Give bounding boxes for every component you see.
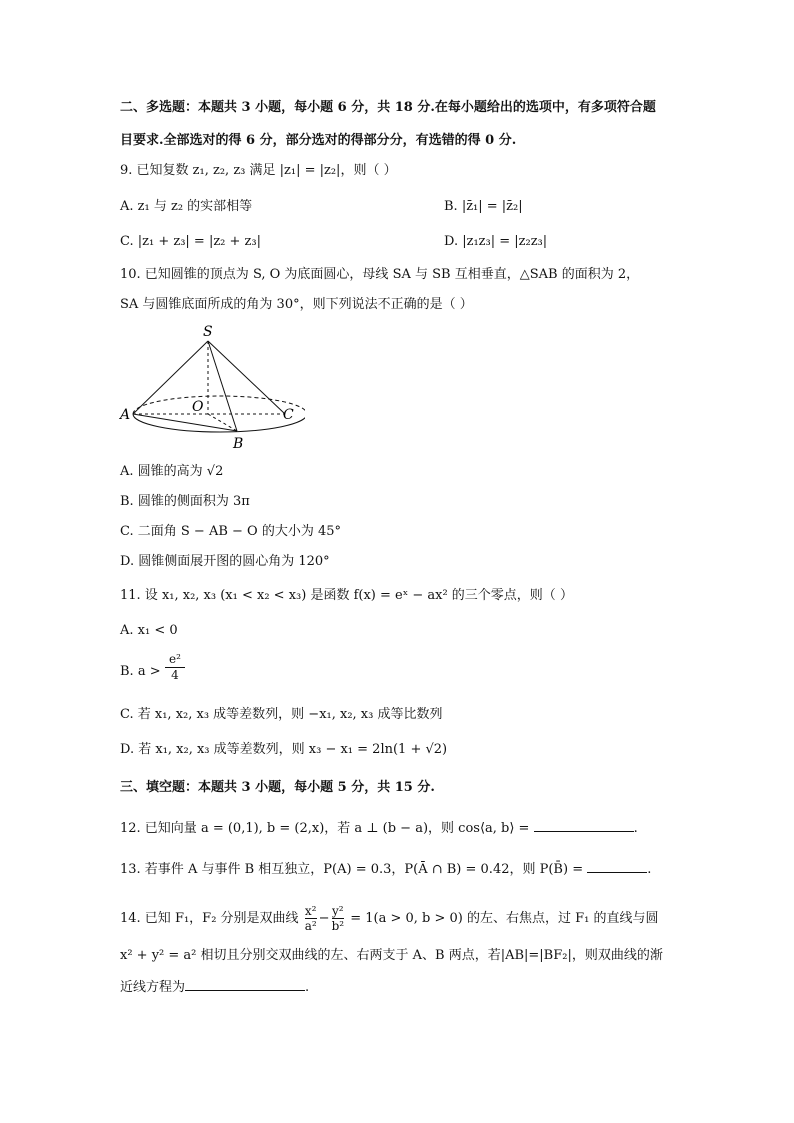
section2-header-line2: 目要求.全部选对的得 6 分，部分选对的得部分分，有选错的得 0 分.: [120, 133, 517, 148]
q12-end: .: [633, 821, 638, 836]
q10-stem-line2: SA 与圆锥底面所成的角为 30°，则下列说法不正确的是（ ）: [120, 297, 473, 312]
q13-stem: 13. 若事件 A 与事件 B 相互独立，P(A) = 0.3，P(Ā ∩ B) = 0.42，则 P(B̄) =: [120, 862, 584, 877]
q11-stem: 11. 设 x₁, x₂, x₃ (x₁ < x₂ < x₃) 是函数 f(x) = eˣ − ax² 的三个零点，则（ ）: [120, 588, 573, 603]
q14-fraction-y: [332, 904, 345, 933]
q14-frac1-numerator: x²: [304, 904, 317, 918]
q13-line: [120, 860, 651, 879]
label-s: S: [203, 324, 213, 340]
q14-answer-blank[interactable]: [185, 978, 305, 991]
q12-answer-blank[interactable]: [534, 819, 634, 832]
q11-option-d: D. 若 x₁, x₂, x₃ 成等差数列，则 x₃ − x₁ = 2ln(1 + √2): [120, 742, 448, 757]
q14-stem1-prefix: 14. 已知 F₁，F₂ 分别是双曲线: [120, 911, 299, 926]
q14-line1: [120, 904, 658, 933]
q14-stem3: 近线方程为: [120, 980, 186, 995]
section2-header-line1: 二、多选题：本题共 3 小题，每小题 6 分，共 18 分.在每小题给出的选项中，有多项符合题: [120, 100, 656, 115]
label-b: B: [233, 436, 244, 452]
q9-option-c: C. |z₁ + z₃| = |z₂ + z₃|: [120, 234, 261, 249]
q11-option-b-prefix: B. a >: [120, 664, 161, 679]
q10-option-b: B. 圆锥的侧面积为 3π: [120, 494, 250, 509]
cone-base-front-arc: [133, 414, 305, 432]
q14-minus: −: [318, 911, 330, 926]
q11-option-b-numerator: e²: [169, 652, 181, 666]
q12-stem: 12. 已知向量 a = (0,1), b = (2,x)，若 a ⊥ (b − a)，则 cos⟨a, b⟩ =: [120, 821, 530, 836]
label-o: O: [192, 399, 204, 415]
q14-frac2-numerator: y²: [332, 904, 344, 918]
q10-option-a: A. 圆锥的高为 √2: [120, 464, 224, 479]
q14-frac1-denominator: a²: [304, 919, 317, 933]
q14-line2: x² + y² = a² 相切且分别交双曲线的左、右两支于 A、B 两点，若|AB|=|BF₂|，则双曲线的渐: [120, 948, 663, 963]
q14-line3: [120, 978, 309, 997]
q13-answer-blank[interactable]: [587, 860, 647, 873]
label-c: C: [283, 407, 294, 423]
q11-option-b-fraction: [165, 652, 185, 683]
q12-line: [120, 819, 638, 838]
q11-option-a: A. x₁ < 0: [120, 623, 178, 638]
section3-header: 三、填空题：本题共 3 小题，每小题 5 分，共 15 分.: [120, 780, 435, 795]
q13-end: .: [647, 862, 652, 877]
q10-option-d: D. 圆锥侧面展开图的圆心角为 120°: [120, 554, 330, 569]
q14-end: .: [305, 980, 310, 995]
cone-figure: [115, 320, 305, 455]
q11-option-b: [120, 663, 161, 681]
q10-stem-line1: 10. 已知圆锥的顶点为 S, O 为底面圆心，母线 SA 与 SB 互相垂直，△SAB 的面积为 2，: [120, 267, 640, 282]
q9-option-d: D. |z₁z₃| = |z₂z₃|: [444, 234, 548, 249]
q11-option-b-denominator: 4: [165, 667, 185, 683]
q14-stem1-suffix: = 1(a > 0, b > 0) 的左、右焦点，过 F₁ 的直线与圆: [350, 911, 659, 926]
q11-option-c: C. 若 x₁, x₂, x₃ 成等差数列，则 −x₁, x₂, x₃ 成等比数列: [120, 707, 443, 722]
label-a: A: [120, 407, 131, 423]
q14-fraction-x: [305, 904, 317, 933]
q9-stem: 9. 已知复数 z₁, z₂, z₃ 满足 |z₁| = |z₂|，则（ ）: [120, 163, 397, 178]
cone-chord-ab: [133, 414, 237, 431]
q14-frac2-denominator: b²: [331, 919, 345, 933]
cone-base-back-arc: [133, 396, 305, 414]
q9-option-b: B. |z̄₁| = |z̄₂|: [444, 199, 523, 214]
q10-option-c: C. 二面角 S − AB − O 的大小为 45°: [120, 524, 342, 539]
q9-option-a: A. z₁ 与 z₂ 的实部相等: [120, 199, 253, 214]
